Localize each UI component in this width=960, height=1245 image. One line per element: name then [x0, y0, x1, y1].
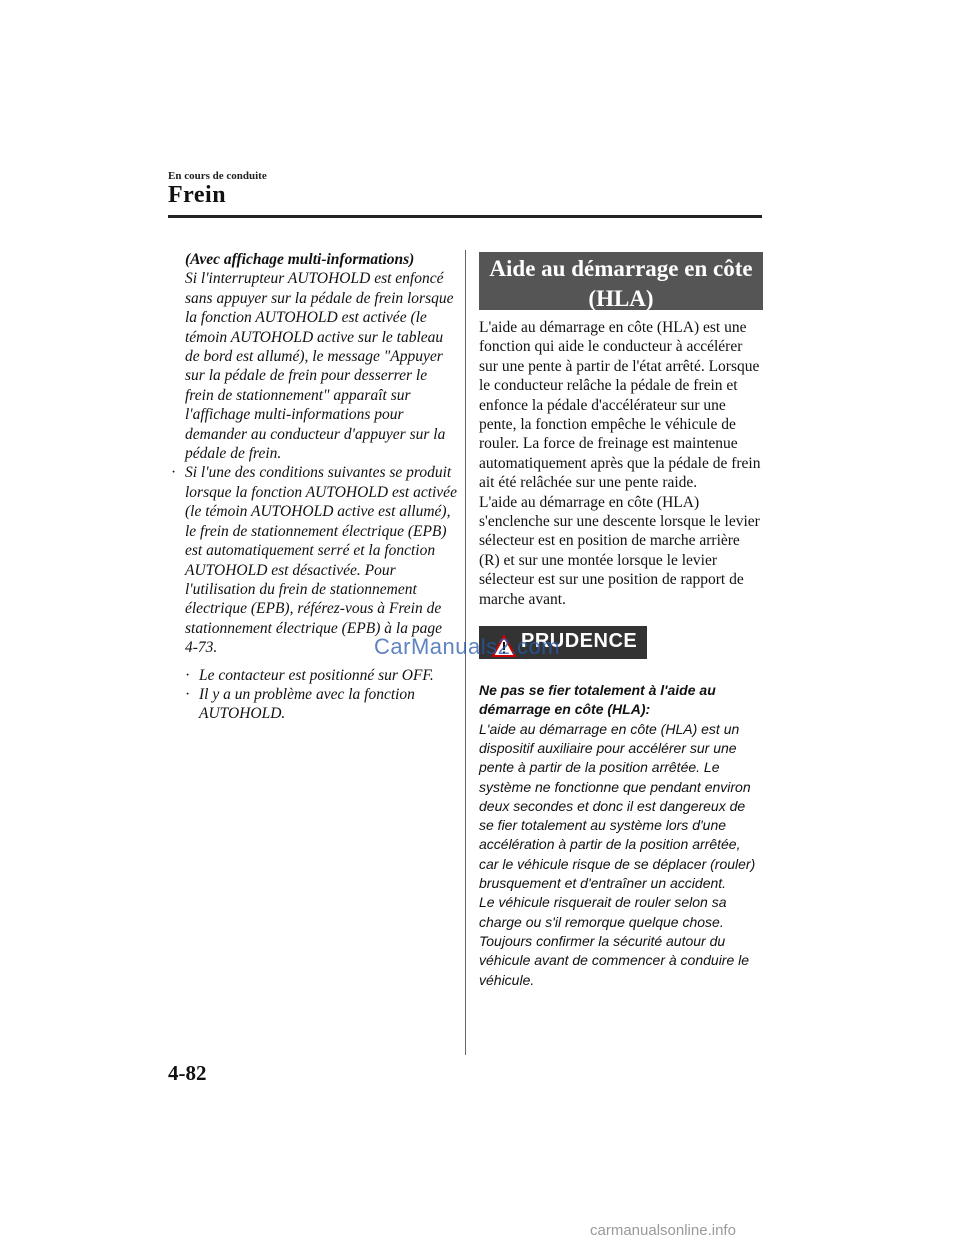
- sub-bullet-text: Le contacteur est positionné sur OFF.: [199, 666, 434, 684]
- left-bullet: [168, 463, 458, 657]
- bullet-dot: ·: [185, 685, 191, 703]
- caution-text: [479, 681, 763, 990]
- left-subheading: (Avec affichage multi-informations): [185, 251, 415, 268]
- footer-watermark: carmanualsonline.info: [590, 1222, 736, 1239]
- body-paragraph-2: L'aide au démarrage en côte (HLA) s'enclenche sur une descente lorsque le levier sélecteur est en position de marche arrière (R) et sur une montée lorsque le levier sélecteur est sur une position de rapport de marche avant.: [479, 493, 760, 608]
- warning-label: PRUDENCE: [521, 630, 638, 653]
- watermark: CarManuals2.com: [374, 634, 561, 659]
- bullet-dot: ·: [171, 464, 177, 482]
- header-rule: [168, 215, 762, 218]
- page-number: 4-82: [168, 1061, 207, 1085]
- left-intro-paragraph: Si l'interrupteur AUTOHOLD est enfoncé sans appuyer sur la pédale de frein lorsque la fonction AUTOHOLD est activée (le témoin AUTOHOLD active sur le tableau de bord est allumé), le message "Appuyer sur la pédale de frein pour desserrer le frein de stationnement" apparaît sur l'affichage multi-informations pour demander au conducteur d'appuyer sur la pédale de frein.: [185, 270, 454, 463]
- section-title-line1: Aide au démarrage en côte: [489, 256, 753, 281]
- right-column: [479, 252, 763, 990]
- page-title: Frein: [168, 182, 227, 208]
- section-label: En cours de conduite: [168, 170, 267, 182]
- sub-bullet-text: Il y a un problème avec la fonction AUTOHOLD.: [199, 685, 415, 723]
- sub-bullet-item: [168, 685, 458, 724]
- caution-heading: Ne pas se fier totalement à l'aide au démarrage en côte (HLA):: [479, 682, 716, 718]
- sub-bullet-item: [168, 666, 458, 685]
- section-banner: [479, 252, 763, 310]
- caution-body-2: Le véhicule risquerait de rouler selon sa charge ou s'il remorque quelque chose. Toujours confirmer la sécurité autour du véhicule avant de commencer à conduire le véhicule.: [479, 894, 750, 988]
- bullet-dot: ·: [185, 666, 191, 684]
- caution-body-1: L'aide au démarrage en côte (HLA) est un dispositif auxiliaire pour accélérer sur une pente à partir de la position arrêtée. Le système ne fonctionne que pendant environ deux secondes et donc il est dangereux de se fier totalement au système lors d'une accélération à partir de la position arrêtée, car le véhicule risque de se déplacer (rouler) brusquement et d'entraîner un accident.: [479, 720, 756, 892]
- section-title-line2: (HLA): [588, 286, 654, 311]
- left-bullet-text: Si l'une des conditions suivantes se produit lorsque la fonction AUTOHOLD est activée (le témoin AUTOHOLD active est allumé), le frein de stationnement électrique (EPB) est automatiquement serré et la fonction AUTOHOLD est désactivée. Pour l'utilisation du frein de stationnement électrique (EPB), référez-vous à Frein de stationnement électrique (EPB) à la page 4-73.: [185, 464, 457, 657]
- sub-bullet-list: [168, 666, 458, 724]
- body-paragraph-1: L'aide au démarrage en côte (HLA) est une fonction qui aide le conducteur à accélérer sur une pente à partir de l'état arrêté. Lorsque le conducteur relâche la pédale de frein et enfonce la pédale d'accélérateur sur une pente, la fonction empêche le véhicule de rouler. La force de freinage est maintenue automatiquement après que la pédale de frein ait été relâchée sur une pente raide.: [479, 319, 761, 492]
